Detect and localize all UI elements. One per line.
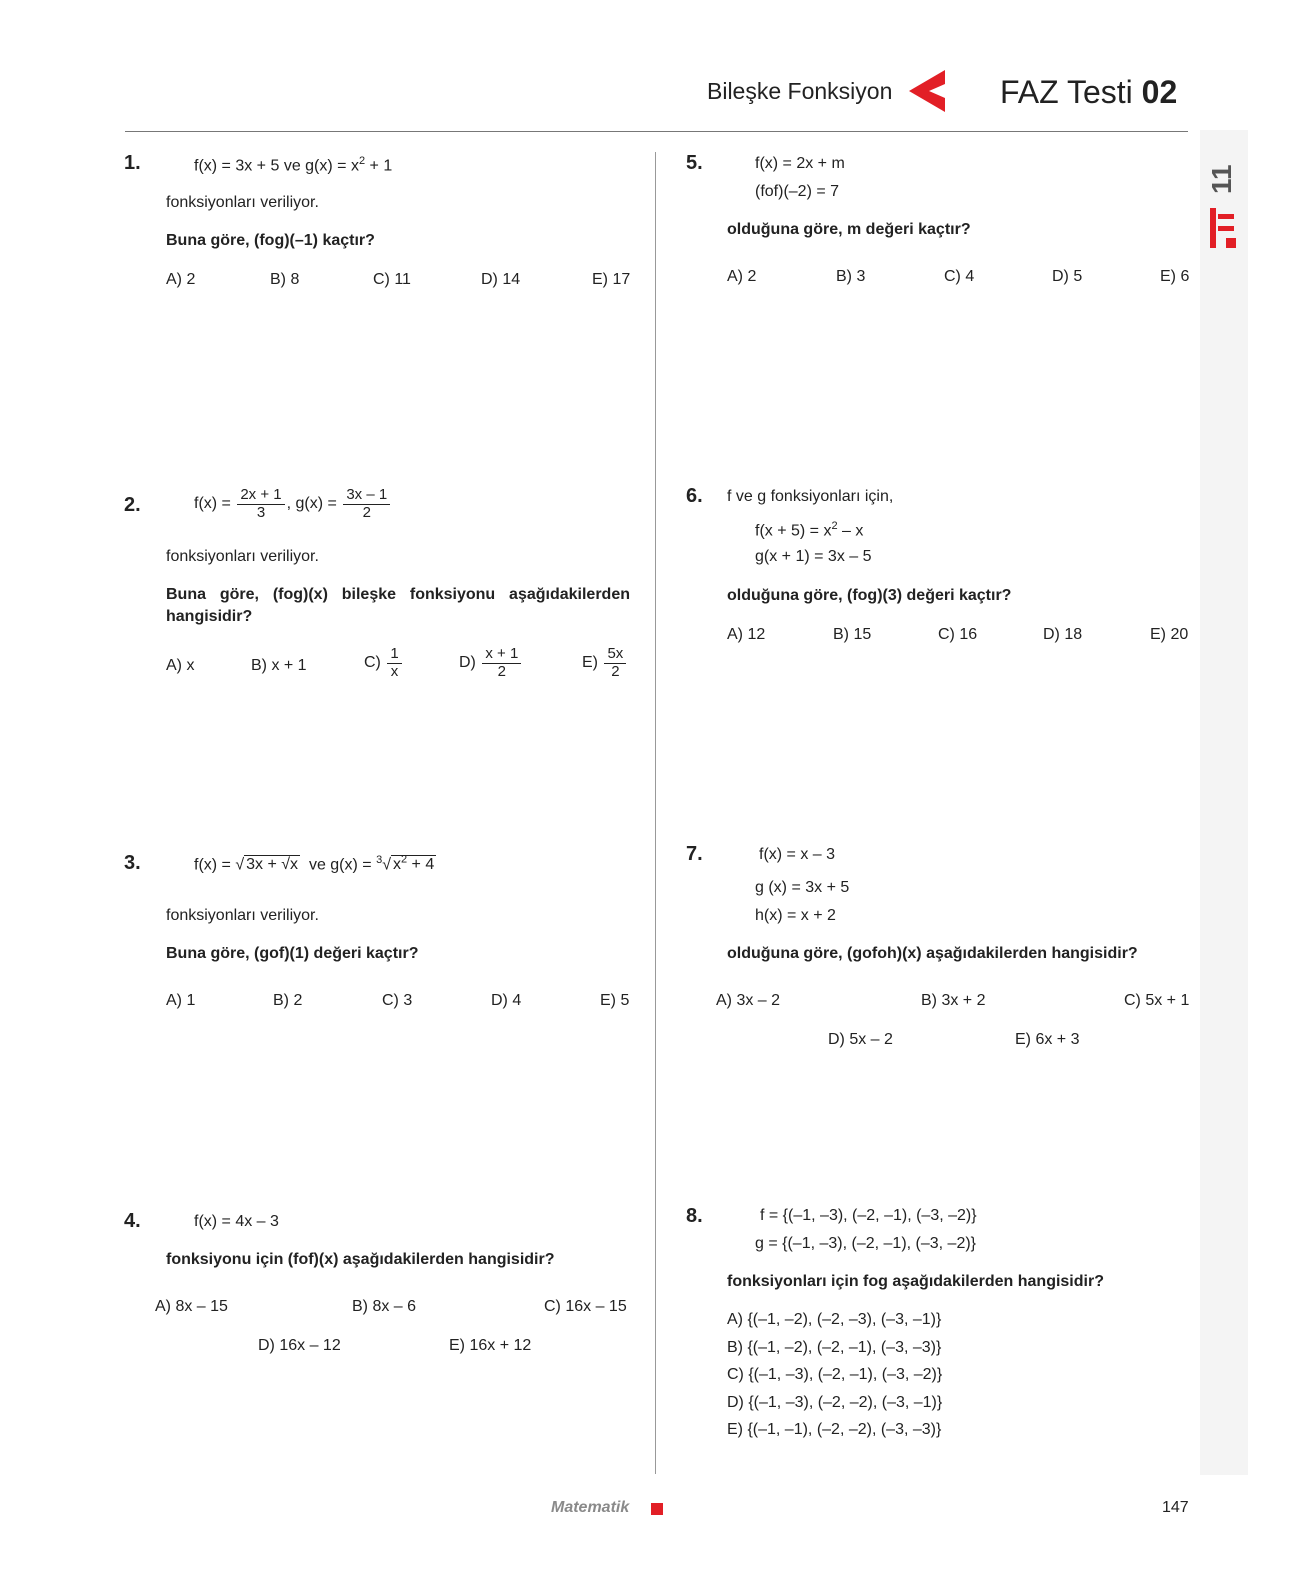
q6-intro: f ve g fonksiyonları için,: [727, 488, 894, 505]
q3-option-a[interactable]: A) 1: [166, 992, 196, 1009]
q7-option-d[interactable]: D) 5x – 2: [828, 1031, 893, 1048]
q4-option-e[interactable]: E) 16x + 12: [449, 1337, 532, 1354]
q8-option-d[interactable]: D) {(–1, –3), (–2, –2), (–3, –1)}: [727, 1394, 943, 1411]
q7-line1: f(x) = x – 3: [759, 846, 836, 863]
q3-question: Buna göre, (gof)(1) değeri kaçtır?: [166, 945, 419, 962]
q7-line3: h(x) = x + 2: [755, 907, 836, 924]
q8-option-c[interactable]: C) {(–1, –3), (–2, –1), (–3, –2)}: [727, 1366, 943, 1383]
q2-question-line2: hangisidir?: [166, 608, 253, 625]
q2-number: 2.: [124, 494, 141, 516]
q6-line1: $f(x + 5) = x^2 - x$: [755, 520, 864, 540]
q7-option-a[interactable]: A) 3x – 2: [716, 992, 781, 1009]
footer-square-icon: [651, 1503, 663, 1515]
q8-option-b[interactable]: B) {(–1, –2), (–2, –1), (–3, –3)}: [727, 1339, 942, 1356]
q5-option-e[interactable]: E) 6: [1160, 268, 1190, 285]
q8-option-e[interactable]: E) {(–1, –1), (–2, –2), (–3, –3)}: [727, 1421, 942, 1438]
q1-number: 1.: [124, 152, 141, 174]
q2-option-a[interactable]: A) x: [166, 657, 195, 674]
q8-number: 8.: [686, 1205, 703, 1227]
column-divider: [655, 152, 656, 1474]
q1-option-b[interactable]: B) 8: [270, 271, 300, 288]
q5-question: olduğuna göre, m değeri kaçtır?: [727, 221, 971, 238]
sidebar-grade-label: 11: [1206, 164, 1237, 194]
q8-question: fonksiyonları için fog aşağıdakilerden hangisidir?: [727, 1273, 1104, 1290]
q4-definition: f(x) = 4x – 3: [194, 1213, 279, 1230]
q2-option-d[interactable]: D) $\frac{x + 1}{2}$: [459, 646, 523, 680]
q3-option-c[interactable]: C) 3: [382, 992, 413, 1009]
sidebar-strip: [1200, 130, 1248, 1475]
q4-option-b[interactable]: B) 8x – 6: [352, 1298, 417, 1315]
q4-question: fonksiyonu için (fof)(x) aşağıdakilerden hangisidir?: [166, 1251, 555, 1268]
q6-option-d[interactable]: D) 18: [1043, 626, 1083, 643]
test-label: FAZ Testi: [1000, 74, 1133, 110]
q1-definition: f(x) = 3x + 5 ve $g(x) = x^2 + 1$: [194, 155, 393, 175]
q7-option-e[interactable]: E) 6x + 3: [1015, 1031, 1080, 1048]
q4-option-a[interactable]: A) 8x – 15: [155, 1298, 228, 1315]
test-number: 02: [1141, 74, 1178, 110]
q8-line1: f = {(–1, –3), (–2, –1), (–3, –2)}: [760, 1207, 977, 1224]
q5-option-b[interactable]: B) 3: [836, 268, 866, 285]
q3-option-e[interactable]: E) 5: [600, 992, 630, 1009]
q3-given: fonksiyonları veriliyor.: [166, 907, 319, 924]
q3-option-d[interactable]: D) 4: [491, 992, 522, 1009]
q2-f-fraction: $\frac{2x + 1}{3}$: [237, 487, 284, 521]
q3-definition: f(x) = √ 3x + √x ve g(x) = $^3$√ $x^2 + 4$: [194, 854, 435, 874]
q4-option-d[interactable]: D) 16x – 12: [258, 1337, 341, 1354]
q2-definition: f(x) = $\frac{2x + 1}{3}$ , g(x) = $\frac{3x - 1}{2}$: [194, 487, 392, 521]
q2-question-line1: Buna göre, (fog)(x) bileşke fonksiyonu aşağıdakilerden: [166, 586, 630, 603]
q2-given: fonksiyonları veriliyor.: [166, 548, 319, 565]
q2-option-c[interactable]: C) $\frac{1}{x}$: [364, 646, 404, 680]
q5-option-c[interactable]: C) 4: [944, 268, 975, 285]
q2-option-e[interactable]: E) $\frac{5x}{2}$: [582, 646, 628, 680]
q5-option-d[interactable]: D) 5: [1052, 268, 1083, 285]
page-number: 147: [1162, 1499, 1189, 1516]
header-topic: Bileşke Fonksiyon: [707, 78, 893, 104]
q6-option-c[interactable]: C) 16: [938, 626, 978, 643]
q6-option-e[interactable]: E) 20: [1150, 626, 1189, 643]
q6-number: 6.: [686, 485, 703, 507]
q5-line2: (fof)(–2) = 7: [755, 183, 840, 200]
q7-line2: g (x) = 3x + 5: [755, 879, 850, 896]
q3-option-b[interactable]: B) 2: [273, 992, 303, 1009]
q5-option-a[interactable]: A) 2: [727, 268, 757, 285]
q6-option-a[interactable]: A) 12: [727, 626, 766, 643]
q3-number: 3.: [124, 852, 141, 874]
header-divider: [125, 131, 1188, 132]
q1-option-c[interactable]: C) 11: [373, 271, 411, 288]
q5-line1: f(x) = 2x + m: [755, 155, 845, 172]
q2-option-b[interactable]: B) x + 1: [251, 657, 307, 674]
q5-number: 5.: [686, 152, 703, 174]
sidebar-logo: [1200, 156, 1248, 256]
q7-question: olduğuna göre, (gofoh)(x) aşağıdakilerden hangisidir?: [727, 945, 1138, 962]
footer-subject: Matematik: [551, 1499, 630, 1516]
q1-option-a[interactable]: A) 2: [166, 271, 196, 288]
q7-number: 7.: [686, 843, 703, 865]
q7-option-b[interactable]: B) 3x + 2: [921, 992, 986, 1009]
chevron-left-icon: [905, 68, 949, 119]
q4-option-c[interactable]: C) 16x – 15: [544, 1298, 627, 1315]
q8-line2: g = {(–1, –3), (–2, –1), (–3, –2)}: [755, 1235, 977, 1252]
q8-option-a[interactable]: A) {(–1, –2), (–2, –3), (–3, –1)}: [727, 1311, 942, 1328]
q6-line2: g(x + 1) = 3x – 5: [755, 548, 872, 565]
q7-option-c[interactable]: C) 5x + 1: [1124, 992, 1190, 1009]
q1-given: fonksiyonları veriliyor.: [166, 194, 319, 211]
test-title: [1000, 74, 1177, 111]
q6-option-b[interactable]: B) 15: [833, 626, 872, 643]
q2-g-fraction: $\frac{3x - 1}{2}$: [343, 487, 390, 521]
q1-question: Buna göre, (fog)(–1) kaçtır?: [166, 232, 375, 249]
q6-question: olduğuna göre, (fog)(3) değeri kaçtır?: [727, 587, 1012, 604]
q1-option-e[interactable]: E) 17: [592, 271, 631, 288]
q4-number: 4.: [124, 1210, 141, 1232]
q1-option-d[interactable]: D) 14: [481, 271, 521, 288]
